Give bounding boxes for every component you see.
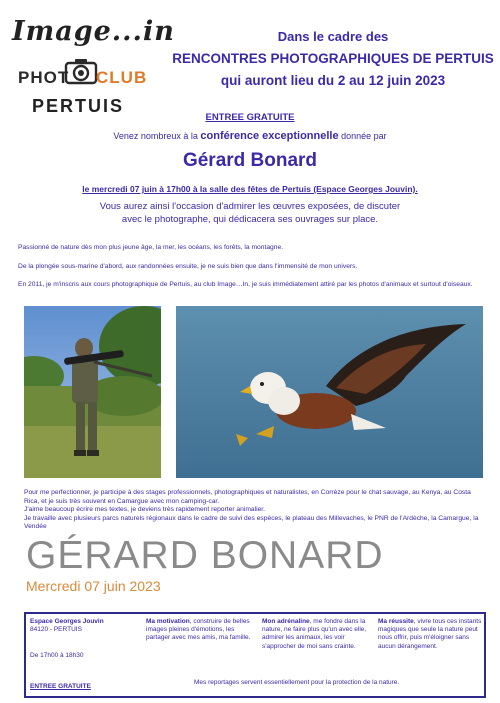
motivation-label: Ma motivation [146,618,190,625]
venue-postcode: 84120 - PERTUIS [30,626,82,634]
adrenaline-text: , me fondre dans la nature, ne faire plus qu'un avec elle, admirer les animaux, les voir s'approcher de moi sans crainte. [262,618,367,650]
logo-photo-text: PHOT [18,68,70,87]
reussite-label: Ma réussite [378,618,414,625]
logo-city-text: PERTUIS [32,96,125,116]
venue-hours: De 17h00 à 18h30 [30,652,84,660]
adrenaline-column [262,618,372,651]
footer-note: Mes reportages servent essentiellement pour la protection de la nature. [194,679,400,686]
camera-icon [64,56,98,86]
entree-gratuite-label: ENTREE GRATUITE [205,112,295,123]
bio-paragraph-2: De la plongée sous-marine d'abord, aux randonnées ensuite, je ne suis bien que dans l'immensité de mon univers. [18,263,358,270]
invite-post: donnée par [338,131,387,141]
venue-column [30,618,140,661]
header-line-3: qui auront lieu du 2 au 12 juin 2023 [220,73,446,88]
invite-text [0,130,500,142]
logo-club-text: CLUB [96,68,148,87]
motivation-text: , construire de belles images pleines d'émotions, les partager avec mes amis, ma famille. [146,618,251,642]
adrenaline-label: Mon adrénaline [262,618,310,625]
bio-paragraph-1: Passionné de nature dès mon plus jeune âge, la mer, les océans, les forêts, la montagne. [18,244,284,251]
bio-paragraph-3: En 2011, je m'inscris aux cours photographique de Pertuis, au club Image…In, je suis immédiatement attiré par les photos d'animaux et surtout d'oiseaux. [18,281,473,288]
bio-paragraph-4: Pour me perfectionner, je participe à des stages professionnels, photographiques et naturalistes, en Corrèze pour le chat sauvage, au Kenya, au Costa Rica, et je suis très souvent en Camargue avec mon camping-car. [24,489,471,505]
bio-paragraph-5: J'aime beaucoup écrire mes textes, je deviens très rapidement reporter animalier. [24,506,266,514]
bio-paragraph-6: Je travaille avec plusieurs parcs naturels régionaux dans le cadre de suivi des espèces, le plateau des Millevaches, le PNR de l'Ardèche, la Camargue, la Vendée [24,514,479,531]
header-line-1: Dans le cadre des [277,29,389,44]
occasion-text: Vous aurez ainsi l'occasion d'admirer les œuvres exposées, de discuter avec le photographe, qui dédicacera ses ouvrages sur place. [99,201,401,225]
venue-name: Espace Georges Jouvin [30,618,104,625]
event-header [168,26,498,92]
header-line-2: RENCONTRES PHOTOGRAPHIQUES DE PERTUIS [172,51,494,66]
big-event-date: Mercredi 07 juin 2023 [26,578,161,594]
eagle-photo [176,306,483,478]
reussite-column [378,618,484,651]
entree-gratuite-footer: ENTREE GRATUITE [30,683,91,690]
speaker-name: Gérard Bonard [182,150,318,171]
reussite-text: , vivre tous ces instants magiques que seule la nature peut nous offrir, puis m'éloigner sans aucun dérangement. [378,618,482,650]
bio-continued [24,489,486,532]
big-speaker-name: GÉRARD BONARD [26,534,384,577]
invite-pre: Venez nombreux à la [113,131,201,141]
club-logo [8,16,175,120]
motivation-column [146,618,256,643]
event-date-line: le mercredi 07 juin à 17h00 à la salle des fêtes de Pertuis (Espace Georges Jouvin). [82,184,418,194]
info-box [24,612,486,698]
logo-script-text: Image...in [12,16,175,47]
invite-bold: conférence exceptionnelle [200,130,339,142]
photographer-photo [24,306,161,478]
